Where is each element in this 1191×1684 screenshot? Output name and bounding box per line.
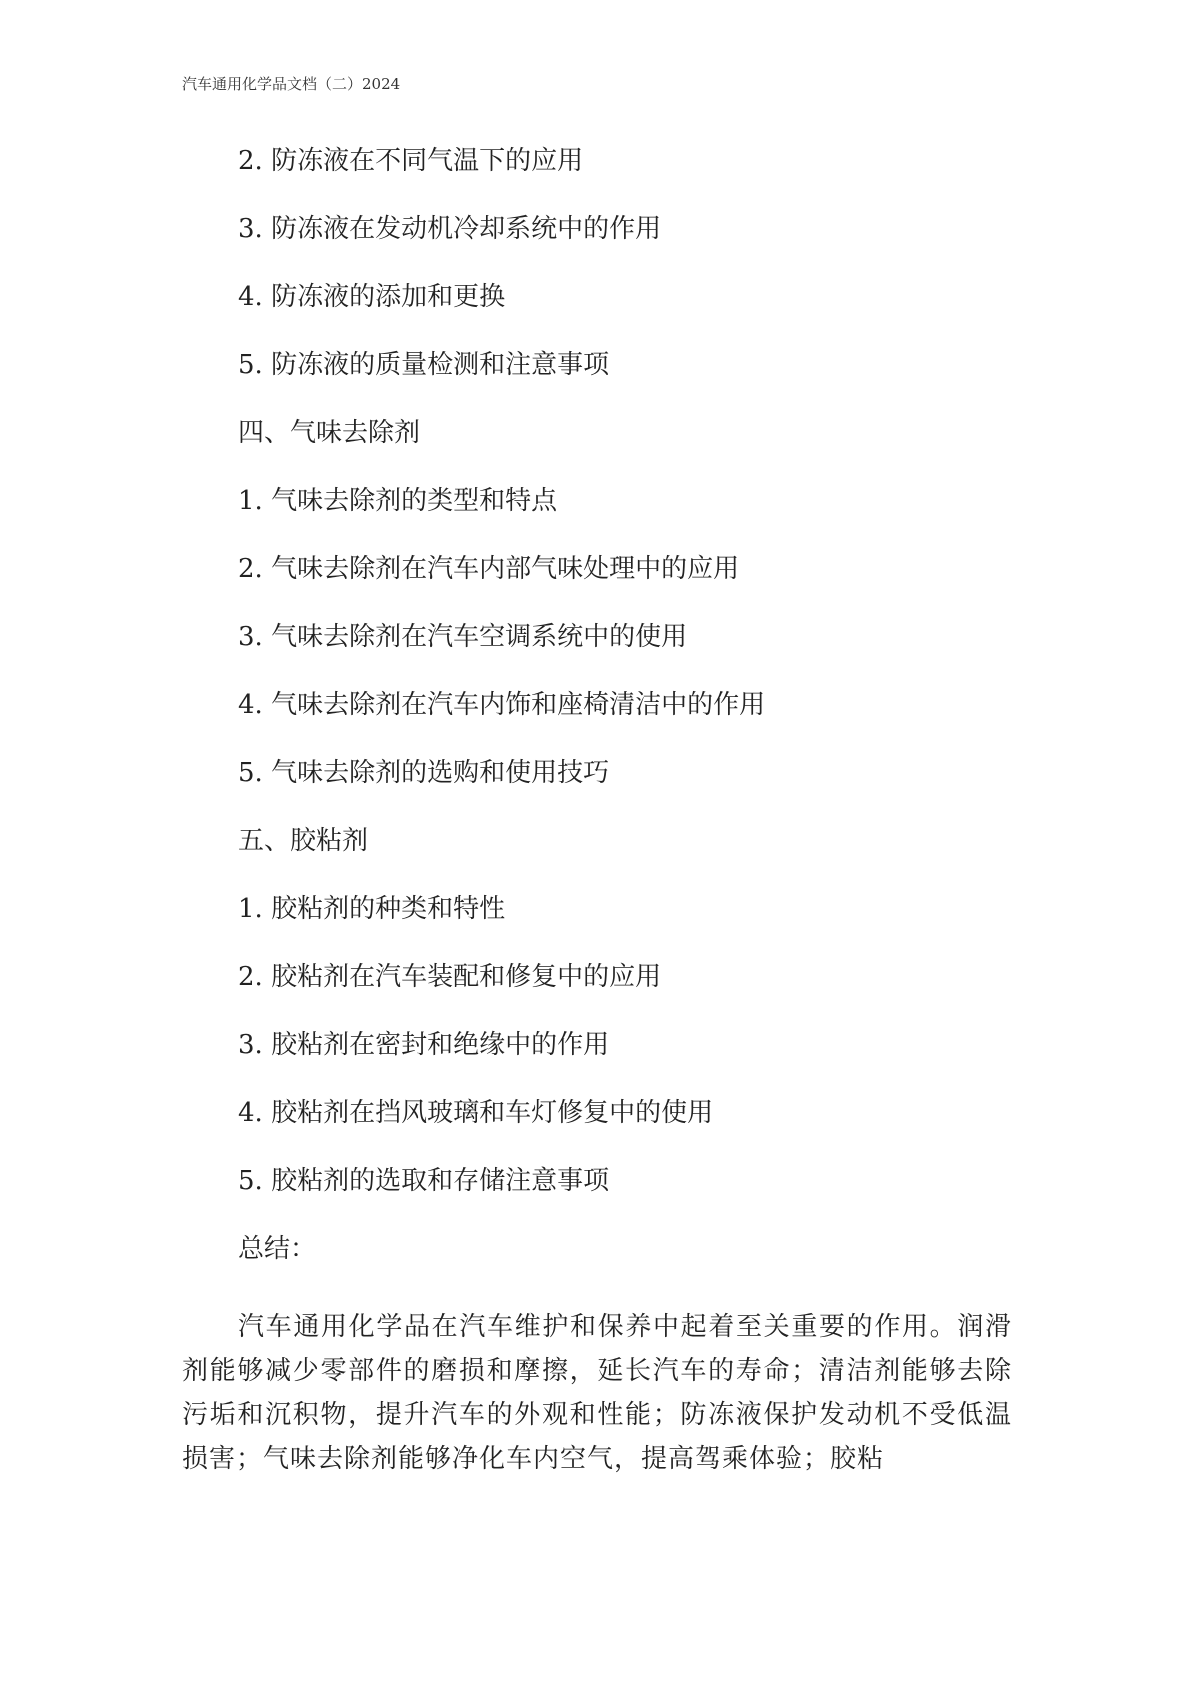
list-item: 2. 防冻液在不同气温下的应用 — [238, 146, 584, 176]
summary-heading: 总结： — [238, 1234, 317, 1264]
list-item: 5. 气味去除剂的选购和使用技巧 — [238, 758, 610, 788]
list-item: 1. 气味去除剂的类型和特点 — [238, 486, 558, 516]
list-item: 3. 气味去除剂在汽车空调系统中的使用 — [238, 622, 688, 652]
list-item: 2. 胶粘剂在汽车装配和修复中的应用 — [238, 962, 662, 992]
summary-paragraph: 汽车通用化学品在汽车维护和保养中起着至关重要的作用。润滑剂能够减少零部件的磨损和摩擦，延长汽车的寿命；清洁剂能够去除污垢和沉积物，提升汽车的外观和性能；防冻液保护发动机不受低温损害；气味去除剂能够净化车内空气，提高驾乘体验；胶粘 — [182, 1312, 1012, 1474]
list-item: 1. 胶粘剂的种类和特性 — [238, 894, 506, 924]
list-item: 5. 防冻液的质量检测和注意事项 — [238, 350, 610, 380]
page-header: 汽车通用化学品文档（二）2024 — [182, 75, 401, 93]
list-item: 2. 气味去除剂在汽车内部气味处理中的应用 — [238, 554, 740, 584]
list-item: 4. 胶粘剂在挡风玻璃和车灯修复中的使用 — [238, 1098, 714, 1128]
section-heading: 四、气味去除剂 — [238, 418, 421, 448]
list-item: 3. 防冻液在发动机冷却系统中的作用 — [238, 214, 662, 244]
list-item: 5. 胶粘剂的选取和存储注意事项 — [238, 1166, 610, 1196]
section-heading: 五、胶粘剂 — [238, 826, 369, 856]
list-item: 4. 气味去除剂在汽车内饰和座椅清洁中的作用 — [238, 690, 766, 720]
list-item: 4. 防冻液的添加和更换 — [238, 282, 506, 312]
list-item: 3. 胶粘剂在密封和绝缘中的作用 — [238, 1030, 610, 1060]
